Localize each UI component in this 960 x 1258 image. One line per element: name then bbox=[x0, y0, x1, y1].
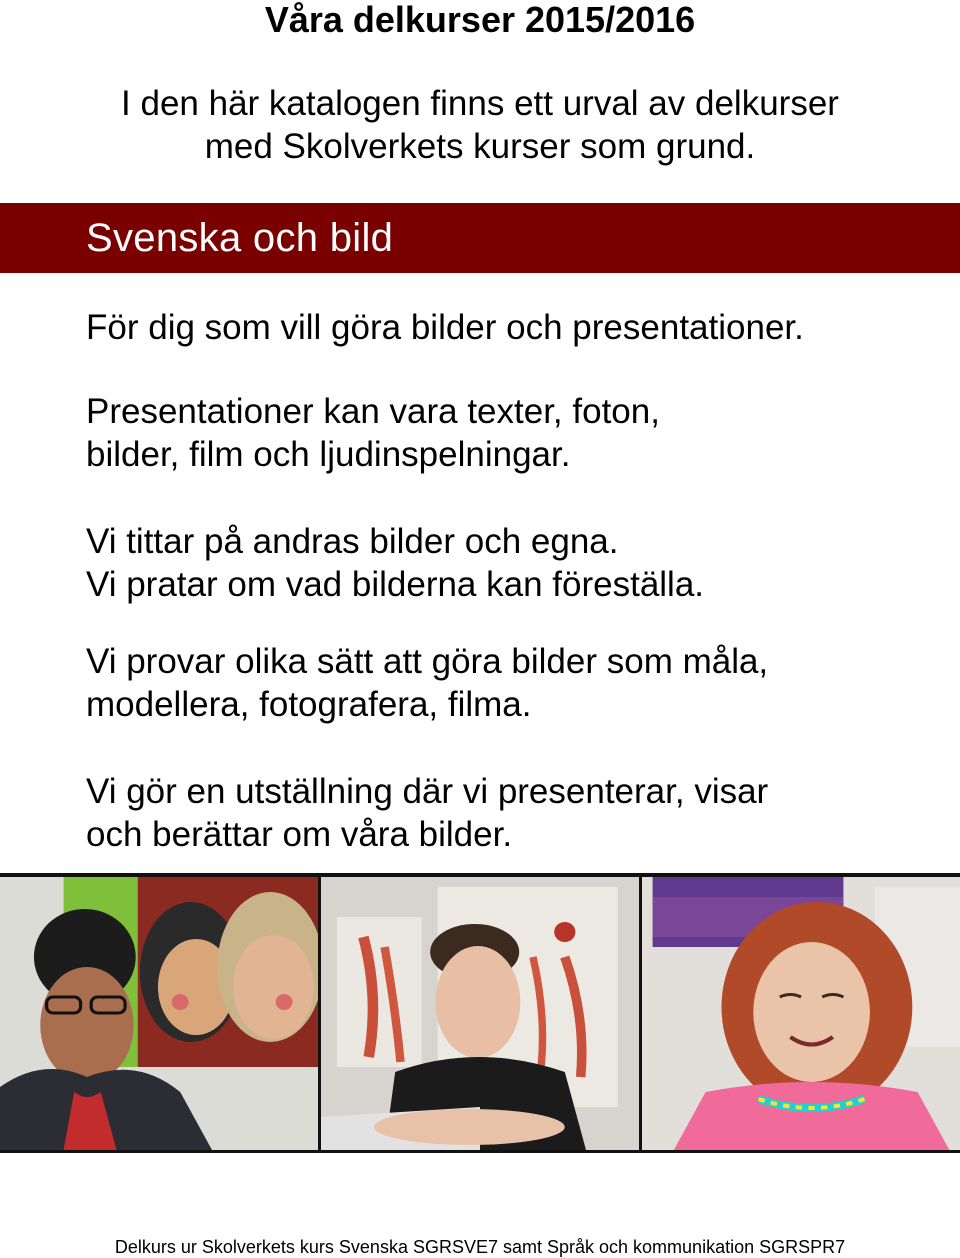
paragraph-methods bbox=[86, 640, 946, 726]
paragraph-line: Vi tittar på andras bilder och egna. bbox=[86, 522, 619, 561]
paragraph-exhibition bbox=[86, 770, 946, 856]
photo-strip bbox=[0, 873, 960, 1153]
section-banner bbox=[0, 203, 960, 273]
footer-text: Delkurs ur Skolverkets kurs Svenska SGRSVE7 samt Språk och kommunikation SGRSPR7 bbox=[114, 1237, 846, 1257]
intro-line: I den här katalogen finns ett urval av delkurser bbox=[121, 84, 839, 123]
paragraph-line: Presentationer kan vara texter, foton, bbox=[86, 392, 660, 431]
paragraph-line: För dig som vill göra bilder och presentationer. bbox=[86, 308, 804, 347]
page-title: Våra delkurser 2015/2016 bbox=[264, 0, 696, 40]
paragraph-line: modellera, fotografera, filma. bbox=[86, 685, 532, 724]
intro-line: med Skolverkets kurser som grund. bbox=[204, 127, 756, 166]
photo-man-with-painting bbox=[321, 877, 639, 1150]
paragraph-line: Vi gör en utställning där vi presenterar, visar bbox=[86, 772, 769, 811]
paragraph-presentations bbox=[86, 390, 946, 476]
photo-woman-with-painting bbox=[0, 877, 318, 1150]
photo-woman-smiling-image bbox=[642, 877, 960, 1150]
photo-woman-smiling bbox=[642, 877, 960, 1150]
section-title: Svenska och bild bbox=[86, 216, 394, 260]
paragraph-intro bbox=[86, 306, 946, 349]
paragraph-line: Vi pratar om vad bilderna kan föreställa. bbox=[86, 565, 705, 604]
intro-text bbox=[40, 82, 920, 168]
photo-woman-with-painting-image bbox=[0, 877, 318, 1150]
paragraph-looking bbox=[86, 520, 946, 606]
paragraph-line: bilder, film och ljudinspelningar. bbox=[86, 435, 571, 474]
photo-man-with-painting-image bbox=[321, 877, 639, 1150]
paragraph-line: och berättar om våra bilder. bbox=[86, 815, 513, 854]
paragraph-line: Vi provar olika sätt att göra bilder som måla, bbox=[86, 642, 769, 681]
